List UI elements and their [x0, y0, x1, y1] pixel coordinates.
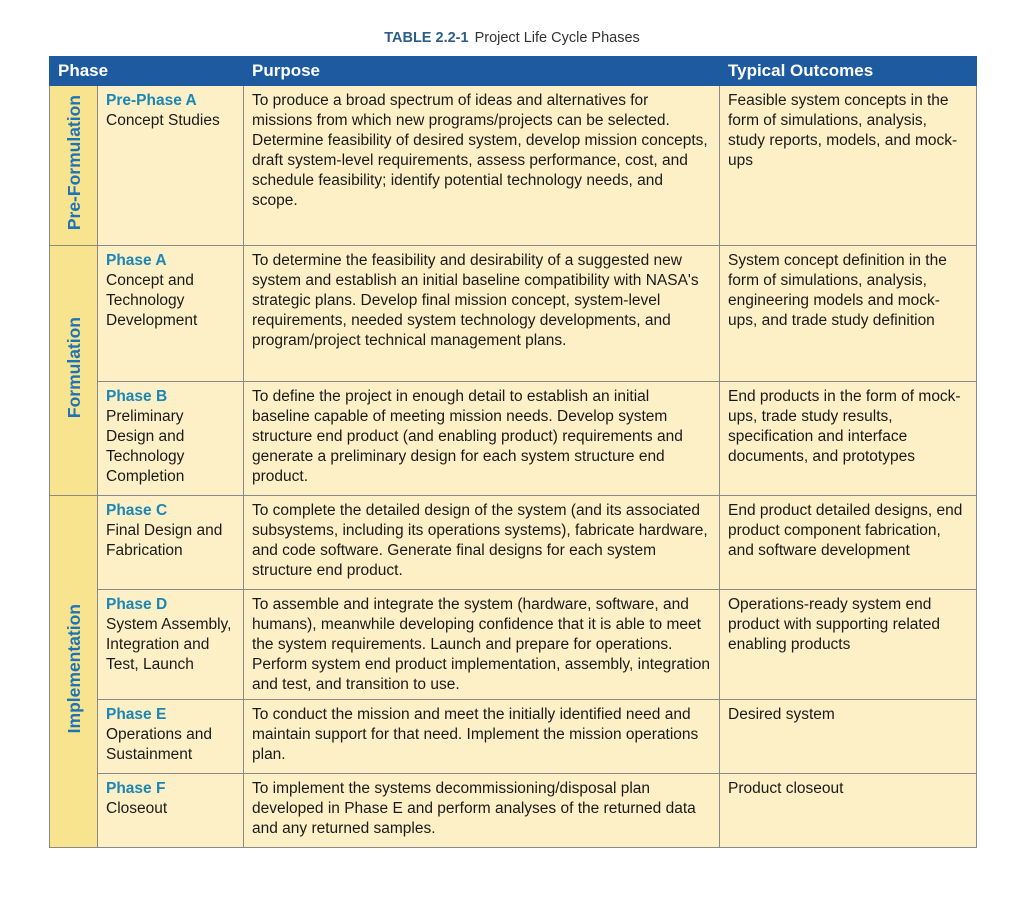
table-row: [50, 590, 977, 700]
group-implementation: [50, 496, 98, 848]
purpose-cell: To define the project in enough detail to establish an initial baseline capable of meeting mission needs. Develop system structure end product (and enabling product) requirements and generate a preliminary design for each system structure end product.: [244, 382, 720, 496]
outcomes-cell: System concept definition in the form of simulations, analysis, engineering models and mock-ups, and trade study definition: [720, 246, 977, 382]
group-label: Implementation: [63, 603, 84, 734]
group-label: Formulation: [63, 316, 84, 419]
purpose-cell: To determine the feasibility and desirability of a suggested new system and establish an initial baseline compatibility with NASA's strategic plans. Develop final mission concept, system-level requirements, needed system technology developments, and program/project technical management plans.: [244, 246, 720, 382]
header-purpose: Purpose: [244, 57, 720, 86]
outcomes-cell: Product closeout: [720, 774, 977, 848]
purpose-cell: To complete the detailed design of the system (and its associated subsystems, including its operations systems), fabricate hardware, and code software. Generate final designs for each system structure end product.: [244, 496, 720, 590]
outcomes-cell: End product detailed designs, end product component fabrication, and software development: [720, 496, 977, 590]
phase-cell: [98, 496, 244, 590]
life-cycle-table: [49, 56, 977, 848]
phase-description: Final Design and Fabrication: [106, 522, 223, 559]
phase-cell: [98, 246, 244, 382]
phase-name: Phase D: [106, 596, 168, 613]
table-number: TABLE 2.2-1: [384, 30, 469, 46]
phase-description: Closeout: [106, 800, 168, 817]
purpose-cell: To conduct the mission and meet the initially identified need and maintain support for that need. Implement the mission operations plan.: [244, 700, 720, 774]
table-title: Project Life Cycle Phases: [474, 30, 640, 46]
table-row: [50, 496, 977, 590]
phase-description: Concept Studies: [106, 112, 220, 129]
table-row: [50, 774, 977, 848]
group-label: Pre-Formulation: [63, 94, 84, 231]
phase-name: Phase E: [106, 706, 167, 723]
phase-description: Concept and Technology Development: [106, 272, 198, 329]
phase-description: System Assembly, Integration and Test, Launch: [106, 616, 232, 673]
header-row: [50, 57, 977, 86]
phase-description: Preliminary Design and Technology Completion: [106, 408, 185, 485]
phase-cell: [98, 590, 244, 700]
phase-cell: [98, 86, 244, 246]
outcomes-cell: End products in the form of mock-ups, trade study results, specification and interface documents, and prototypes: [720, 382, 977, 496]
group-formulation: [50, 246, 98, 496]
outcomes-cell: Desired system: [720, 700, 977, 774]
outcomes-cell: Operations-ready system end product with supporting related enabling products: [720, 590, 977, 700]
purpose-cell: To produce a broad spectrum of ideas and alternatives for missions from which new programs/projects can be selected. Determine feasibility of desired system, develop mission concepts, draft system-level requirements, assess performance, cost, and schedule feasibility; identify potential technology needs, and scope.: [244, 86, 720, 246]
phase-cell: [98, 774, 244, 848]
table-row: [50, 86, 977, 246]
phase-description: Operations and Sustainment: [106, 726, 212, 763]
table-row: [50, 382, 977, 496]
phase-name: Phase A: [106, 252, 167, 269]
phase-name: Phase C: [106, 502, 168, 519]
table-row: [50, 246, 977, 382]
phase-cell: [98, 382, 244, 496]
table-row: [50, 700, 977, 774]
table-caption: [0, 30, 1024, 46]
header-phase: Phase: [50, 57, 244, 86]
phase-name: Pre-Phase A: [106, 92, 197, 109]
purpose-cell: To implement the systems decommissioning/disposal plan developed in Phase E and perform analyses of the returned data and any returned samples.: [244, 774, 720, 848]
phase-cell: [98, 700, 244, 774]
purpose-cell: To assemble and integrate the system (hardware, software, and humans), meanwhile developing confidence that it is able to meet the system requirements. Launch and prepare for operations. Perform system end product implementation, assembly, integration and test, and transition to use.: [244, 590, 720, 700]
phase-name: Phase F: [106, 780, 166, 797]
outcomes-cell: Feasible system concepts in the form of simulations, analysis, study reports, models, and mock-ups: [720, 86, 977, 246]
group-pre-formulation: [50, 86, 98, 246]
phase-name: Phase B: [106, 388, 168, 405]
header-outcomes: Typical Outcomes: [720, 57, 977, 86]
